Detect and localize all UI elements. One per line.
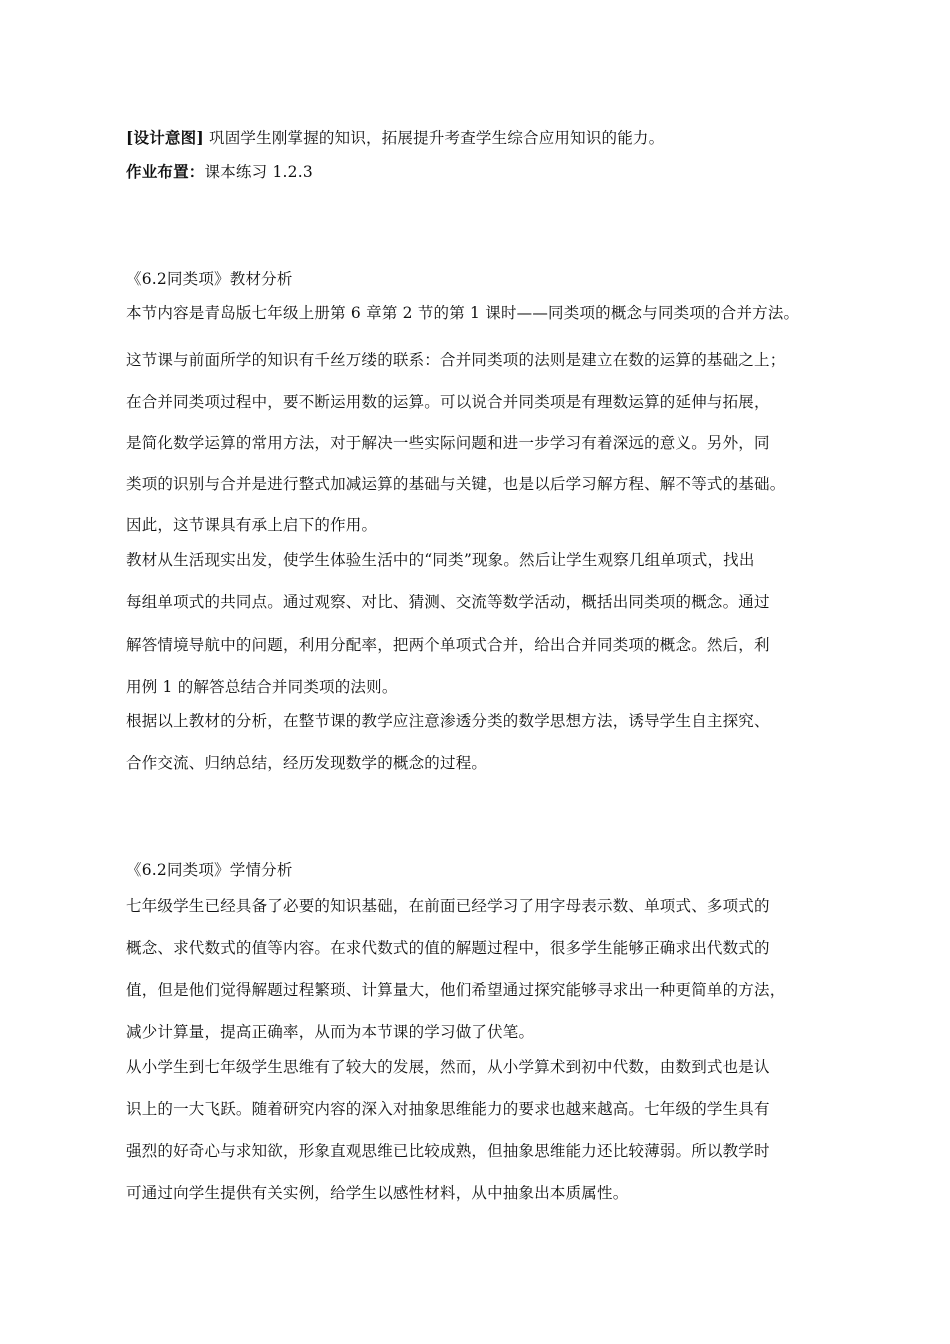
student-analysis-line: 识上的一大飞跃。随着研究内容的深入对抽象思维能力的要求也越来越高。七年级的学生具有 — [126, 1100, 770, 1118]
homework-label: 作业布置： — [126, 162, 205, 181]
textbook-analysis-title: 《6.2同类项》教材分析 — [126, 270, 293, 288]
student-analysis-line: 概念、求代数式的值等内容。在求代数式的值的解题过程中，很多学生能够正确求出代数式的 — [126, 939, 770, 957]
student-analysis-line: 强烈的好奇心与求知欲，形象直观思维已比较成熟，但抽象思维能力还比较薄弱。所以教学时 — [126, 1142, 770, 1160]
textbook-analysis-line: 每组单项式的共同点。通过观察、对比、猜测、交流等数学活动，概括出同类项的概念。通过 — [126, 593, 770, 611]
student-analysis-line: 从小学生到七年级学生思维有了较大的发展，然而，从小学算术到初中代数，由数到式也是认 — [126, 1058, 770, 1076]
textbook-analysis-line: 合作交流、归纳总结，经历发现数学的概念的过程。 — [126, 754, 488, 772]
textbook-analysis-line: 教材从生活现实出发，使学生体验生活中的“同类”现象。然后让学生观察几组单项式，找出 — [126, 551, 755, 569]
textbook-analysis-line: 这节课与前面所学的知识有千丝万缕的联系：合并同类项的法则是建立在数的运算的基础之上； — [126, 351, 786, 369]
textbook-analysis-line: 类项的识别与合并是进行整式加减运算的基础与关键，也是以后学习解方程、解不等式的基础。 — [126, 475, 786, 493]
textbook-analysis-line: 因此，这节课具有承上启下的作用。 — [126, 516, 378, 534]
design-intent-text: 巩固学生刚掌握的知识，拓展提升考查学生综合应用知识的能力。 — [209, 129, 665, 147]
homework-paragraph — [126, 162, 313, 182]
design-intent-paragraph — [126, 128, 664, 148]
student-analysis-line: 七年级学生已经具备了必要的知识基础，在前面已经学习了用字母表示数、单项式、多项式的 — [126, 897, 770, 915]
homework-text: 课本练习 1.2.3 — [204, 163, 313, 181]
student-analysis-line: 可通过向学生提供有关实例，给学生以感性材料，从中抽象出本质属性。 — [126, 1184, 629, 1202]
textbook-analysis-line: 本节内容是青岛版七年级上册第 6 章第 2 节的第 1 课时——同类项的概念与同类项的合并方法。 — [126, 304, 800, 322]
student-analysis-title: 《6.2同类项》学情分析 — [126, 861, 293, 879]
textbook-analysis-line: 是简化数学运算的常用方法，对于解决一些实际问题和进一步学习有着深远的意义。另外，同 — [126, 434, 770, 452]
design-intent-label: [设计意图] — [126, 128, 204, 147]
textbook-analysis-line: 在合并同类项过程中，要不断运用数的运算。可以说合并同类项是有理数运算的延伸与拓展， — [126, 393, 770, 411]
textbook-analysis-line: 用例 1 的解答总结合并同类项的法则。 — [126, 678, 398, 696]
textbook-analysis-line: 根据以上教材的分析，在整节课的教学应注意渗透分类的数学思想方法，诱导学生自主探究、 — [126, 712, 770, 730]
textbook-analysis-line: 解答情境导航中的问题，利用分配率，把两个单项式合并，给出合并同类项的概念。然后，利 — [126, 636, 770, 654]
student-analysis-line: 减少计算量，提高正确率，从而为本节课的学习做了伏笔。 — [126, 1023, 535, 1041]
student-analysis-line: 值，但是他们觉得解题过程繁琐、计算量大，他们希望通过探究能够寻求出一种更简单的方法， — [126, 981, 786, 999]
